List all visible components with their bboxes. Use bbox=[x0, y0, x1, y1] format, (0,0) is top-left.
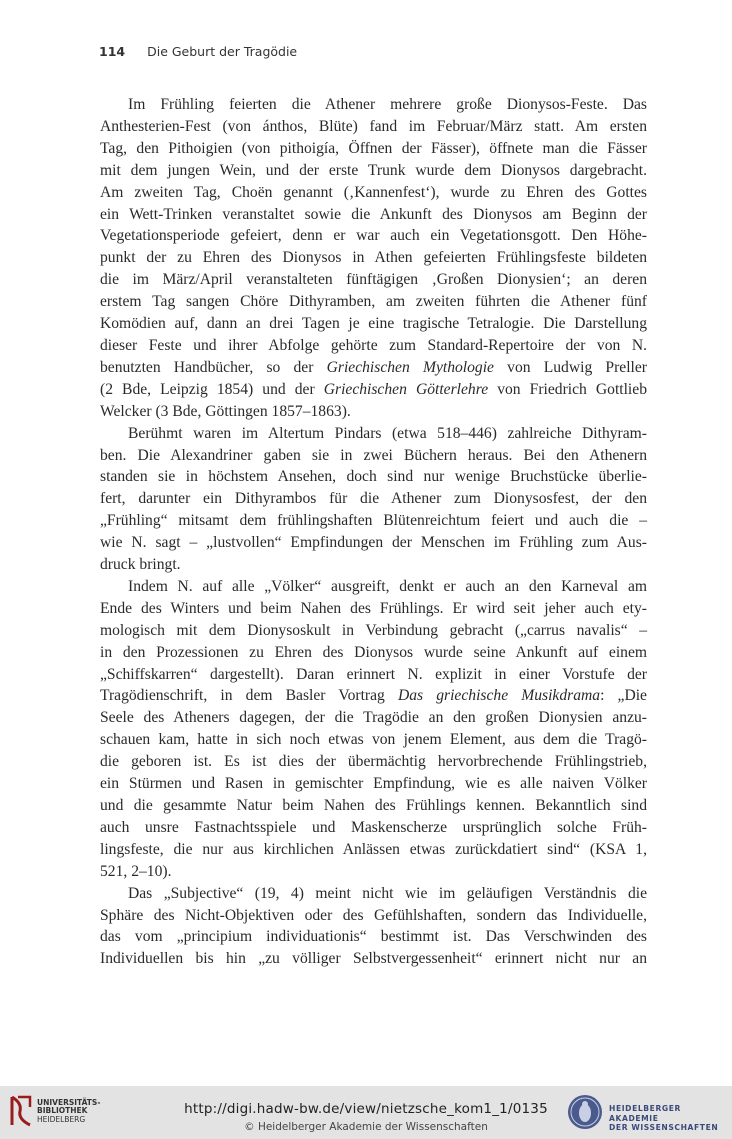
academy-logo[interactable] bbox=[566, 1093, 732, 1133]
text-line: ein Wett-Trinken veranstaltet sowie die Ankunft des Dionysos am Beginn der bbox=[100, 205, 647, 223]
logo-line: HEIDELBERGER AKADEMIE bbox=[609, 1104, 681, 1123]
text-line: 521, 2–10). bbox=[100, 862, 172, 880]
text-line: Ende des Winters und beim Nahen des Frühlings. Er wird seit jeher auch ety- bbox=[100, 599, 647, 617]
text-line: (2 Bde, Leipzig 1854) und der Griechischen Götterlehre von Friedrich Gottlieb bbox=[100, 380, 647, 398]
text-line: Berühmt waren im Altertum Pindars (etwa 518–446) zahlreiche Dithyram- bbox=[128, 424, 647, 442]
text-line: Tag, den Pithoigien (von pithoigía, Öffnen der Fässer), öffnete man die Fässer bbox=[100, 139, 647, 157]
text-line: Tragödienschrift, in dem Basler Vortrag Das griechische Musikdrama: „Die bbox=[100, 687, 647, 705]
text-line: Seele des Atheners dagegen, der die Tragödie an den großen Dionysien anzu- bbox=[100, 709, 647, 727]
page-number: 114 bbox=[99, 44, 126, 59]
paragraph bbox=[100, 883, 647, 971]
text-line: druck bringt. bbox=[100, 556, 181, 574]
text-line: mologisch mit dem Dionysoskult in Verbindung gebracht („carrus navalis“ – bbox=[100, 621, 647, 639]
logo-line: HEIDELBERG bbox=[37, 1114, 86, 1124]
text-line: Individuellen bis hin „zu völliger Selbstvergessenheit“ erinnert nicht nur an bbox=[100, 950, 647, 968]
running-title: Die Geburt der Tragödie bbox=[147, 44, 298, 59]
text-line: „Schiffskarren“ dargestellt). Daran erinnert N. explizit in einer Vorstufe der bbox=[100, 665, 647, 683]
text-line: Komödien auf, dann an drei Tagen je eine tragische Tetralogie. Die Darstellung bbox=[100, 315, 647, 333]
logo-line: BIBLIOTHEK bbox=[37, 1106, 88, 1116]
text-line: erstem Tag sangen Chöre Dithyramben, am zweiten führten die Athener fünf bbox=[100, 293, 647, 311]
text-line: mit dem jungen Wein, und der erste Trunk wurde dem Dionysos dargebracht. bbox=[100, 161, 647, 179]
text-line: die im März/April veranstalteten fünftägigen ‚Großen Dionysien‘; an deren bbox=[100, 271, 647, 289]
text-line: wie N. sagt – „lustvollen“ Empfindungen der Menschen im Frühling zum Aus- bbox=[100, 534, 647, 552]
text-line: Am zweiten Tag, Choën genannt (‚Kannenfest‘), wurde zu Ehren des Gottes bbox=[100, 183, 647, 201]
text-line: Das „Subjective“ (19, 4) meint nicht wie im geläufigen Verständnis die bbox=[128, 884, 647, 902]
academy-seal-icon bbox=[566, 1093, 604, 1131]
text-line: Welcker (3 Bde, Göttingen 1857–1863). bbox=[100, 402, 351, 420]
text-line: lingsfeste, die nur aus kirchlichen Anlässen etwas zurückdatiert sind“ (KSA 1, bbox=[100, 840, 647, 858]
paragraph bbox=[100, 94, 647, 423]
text-line: „Frühling“ mitsamt dem frühlingshaften Blütenreichtum feiert und auch die – bbox=[100, 512, 647, 530]
academy-name bbox=[609, 1104, 732, 1133]
text-line: fert, darunter ein Dithyrambos für die Athener zum Dionysosfest, der den bbox=[100, 490, 647, 508]
text-line: Sphäre des Nicht-Objektiven oder des Gefühlshaften, sondern das Individuelle, bbox=[100, 906, 647, 924]
main-text bbox=[100, 94, 647, 970]
text-line: ben. Die Alexandriner gaben sie in zwei Büchern heraus. Bei den Athenern bbox=[100, 446, 647, 464]
paragraph bbox=[100, 423, 647, 576]
text-line: punkt der zu Ehren des Dionysos in Athen gefeierten Frühlingsfeste bildeten bbox=[100, 249, 647, 267]
text-line: Im Frühling feierten die Athener mehrere große Dionysos-Feste. Das bbox=[128, 96, 647, 113]
text-line: auch unsre Fastnachtsspiele und Maskenscherze ursprünglich solche Früh- bbox=[100, 818, 647, 836]
text-line: ein Stürmen und Rasen in gemischter Empfindung, wie es alle naiven Völker bbox=[100, 775, 647, 793]
text-line: das vom „principium individuationis“ bestimmt ist. Das Verschwinden des bbox=[100, 928, 647, 946]
logo-line: UNIVERSITÄTS- bbox=[37, 1098, 101, 1107]
text-line: benutzten Handbücher, so der Griechischen Mythologie von Ludwig Preller bbox=[100, 358, 647, 376]
text-line: dieser Feste und ihrer Abfolge gehörte zum Standard-Repertoire der von N. bbox=[100, 336, 647, 354]
text-line: Vegetationsperiode gefeiert, denn er war auch ein Vegetationsgott. Den Höhe- bbox=[100, 227, 647, 245]
logo-line: DER WISSENSCHAFTEN bbox=[609, 1123, 719, 1132]
footer-bar bbox=[0, 1086, 732, 1139]
running-header bbox=[99, 44, 297, 59]
paragraph bbox=[100, 576, 647, 883]
text-line: schauen kam, hatte in sich noch etwas von jenem Element, aus dem die Tragö- bbox=[100, 731, 647, 749]
text-line: Indem N. auf alle „Völker“ ausgreift, denkt er auch an den Karneval am bbox=[128, 577, 647, 595]
permalink-url[interactable]: http://digi.hadw-bw.de/view/nietzsche_kom1_1/0135 bbox=[184, 1101, 548, 1117]
text-line: standen sie in höchstem Ansehen, doch sind nur wenige Bruchstücke überlie- bbox=[100, 468, 647, 486]
text-line: die geboren ist. Es ist dies der übermächtig hervorbrechende Frühlingstrieb, bbox=[100, 753, 647, 771]
copyright-notice: © Heidelberger Akademie der Wissenschaften bbox=[244, 1121, 488, 1133]
text-line: Anthesterien-Fest (von ánthos, Blüte) fand im Februar/März statt. Am ersten bbox=[100, 117, 647, 135]
text-line: und die gesammte Natur beim Nahen des Frühlings kennen. Bekanntlich sind bbox=[100, 797, 647, 814]
text-line: in den Prozessionen zu Ehren des Dionysos wurde seine Ankunft auf einem bbox=[100, 643, 647, 661]
